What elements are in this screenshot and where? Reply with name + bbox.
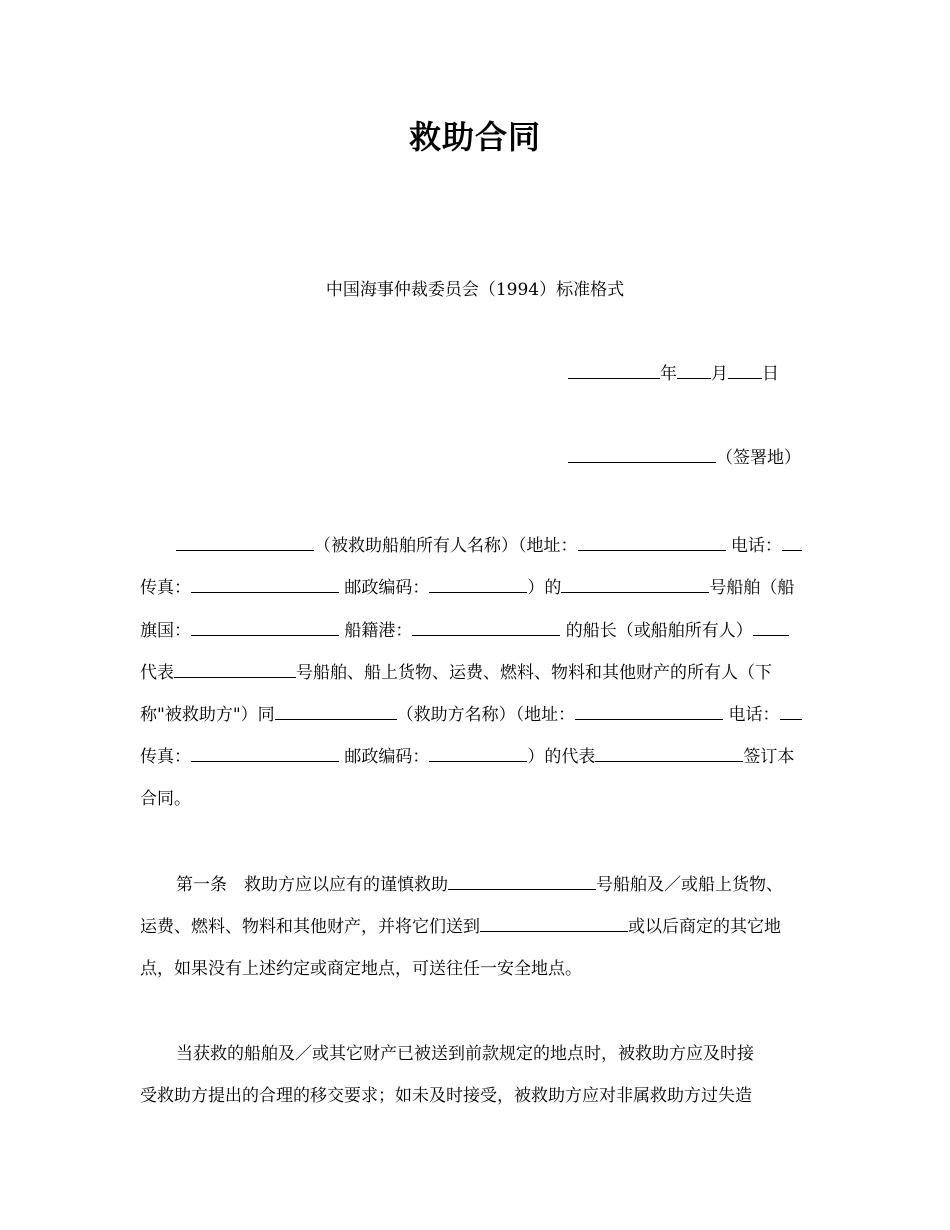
owner-phone-blank[interactable] [782, 532, 802, 551]
salvor-name-blank[interactable] [275, 701, 397, 720]
text: 称"被救助方"）同 [140, 705, 275, 725]
text: ）的代表 [527, 747, 596, 767]
parties-line-2 [140, 574, 794, 600]
text: ）的 [527, 578, 562, 598]
day-label: 日 [762, 364, 779, 384]
text: 的船长（或船舶所有人） [560, 621, 753, 641]
month-blank[interactable] [677, 360, 711, 379]
text: 号船舶、船上货物、运费、燃料、物料和其他财产的所有人（下 [296, 663, 772, 683]
year-label: 年 [660, 364, 677, 384]
text: 传真： [140, 747, 191, 767]
text: （被救助船舶所有人名称）（地址： [314, 536, 578, 556]
place-blank[interactable] [568, 444, 716, 463]
year-blank[interactable] [568, 360, 660, 379]
article1-line-2 [140, 913, 781, 939]
vessel-name-blank[interactable] [561, 574, 709, 593]
article2-line-2: 受救助方提出的合理的移交要求；如未及时接受，被救助方应对非属救助方过失造 [140, 1086, 752, 1106]
text: 签订本 [743, 747, 795, 767]
parties-line-5 [140, 701, 802, 727]
port-of-registry-blank[interactable] [412, 617, 560, 636]
owner-fax-blank[interactable] [191, 574, 339, 593]
text: 号船舶（船 [709, 578, 795, 598]
text: 第一条 救助方应以应有的谨慎救助 [176, 875, 448, 895]
text: 电话： [725, 536, 782, 556]
salvor-phone-blank[interactable] [780, 701, 802, 720]
month-label: 月 [711, 364, 728, 384]
article2-line-1: 当获救的船舶及／或其它财产已被送到前款规定的地点时，被救助方应及时接 [176, 1044, 754, 1064]
represented-vessel-blank[interactable] [174, 659, 296, 678]
parties-line-1 [140, 532, 802, 558]
destination-blank[interactable] [480, 913, 628, 932]
salvor-postcode-blank[interactable] [429, 743, 527, 762]
text: 或以后商定的其它地 [628, 917, 781, 937]
text: 船籍港： [339, 621, 413, 641]
salvor-fax-blank[interactable] [191, 743, 339, 762]
parties-line-4 [140, 659, 772, 685]
owner-name-blank[interactable] [176, 532, 314, 551]
text: 电话： [723, 705, 780, 725]
article1-line-3: 点，如果没有上述约定或商定地点，可送往任一安全地点。 [140, 959, 582, 979]
text: 代表 [140, 663, 174, 683]
text: 邮政编码： [339, 747, 430, 767]
text: 运费、燃料、物料和其他财产，并将它们送到 [140, 917, 480, 937]
salvor-address-blank[interactable] [575, 701, 723, 720]
parties-line-3 [140, 617, 789, 643]
text: 邮政编码： [339, 578, 430, 598]
salvaged-vessel-blank[interactable] [448, 871, 596, 890]
owner-address-blank[interactable] [578, 532, 726, 551]
document-subtitle: 中国海事仲裁委员会（1994）标准格式 [325, 280, 625, 300]
parties-line-7: 合同。 [140, 789, 191, 809]
place-label: （签署地） [716, 448, 801, 468]
date-line [568, 360, 779, 387]
text: 传真： [140, 578, 191, 598]
document-title: 救助合同 [408, 118, 541, 156]
text: （救助方名称）（地址： [396, 705, 576, 725]
text: 号船舶及／或船上货物、 [596, 875, 783, 895]
text: 旗国： [140, 621, 191, 641]
captain-blank[interactable] [753, 617, 789, 636]
flag-state-blank[interactable] [191, 617, 339, 636]
salvor-representative-blank[interactable] [595, 743, 743, 762]
place-line [568, 444, 801, 471]
day-blank[interactable] [728, 360, 762, 379]
owner-postcode-blank[interactable] [429, 574, 527, 593]
parties-line-6 [140, 743, 794, 769]
article1-line-1 [140, 871, 783, 897]
